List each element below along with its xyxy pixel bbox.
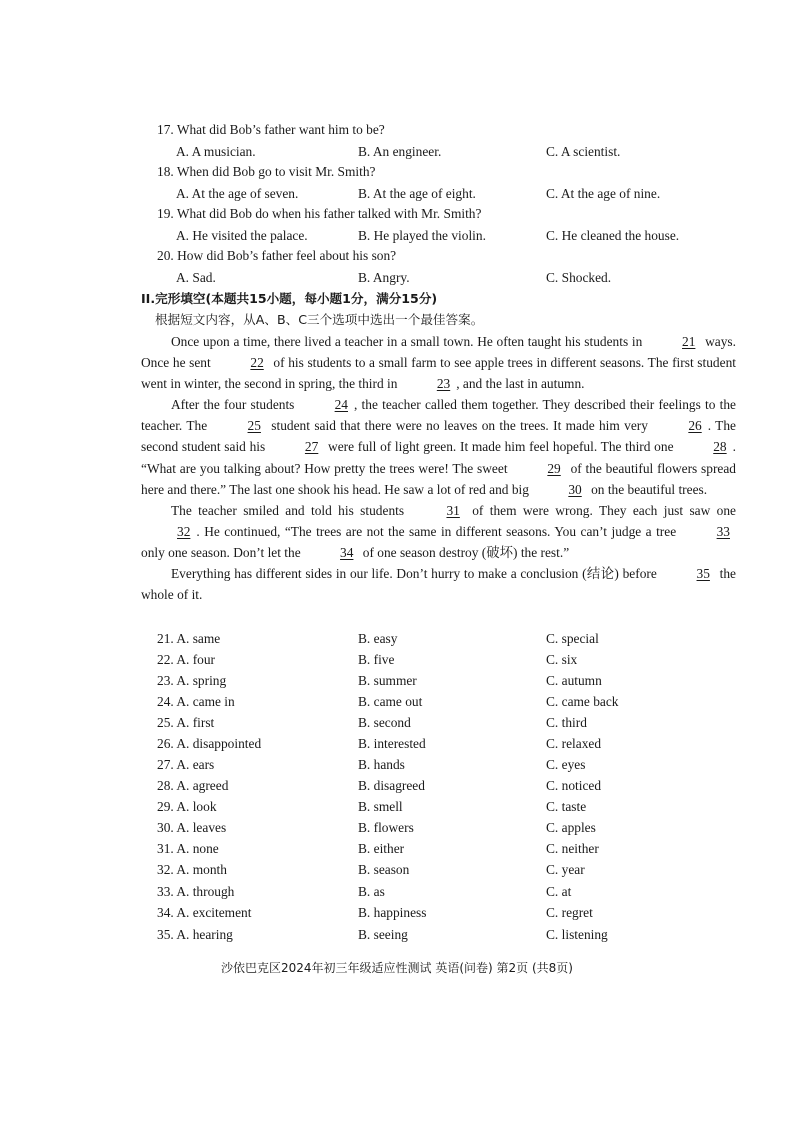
blank-21: 21 [682,334,696,349]
option-34-c: C. regret [546,905,593,920]
passage-text: were full of light green. It made him feel hopeful. The third one [328,439,674,455]
option-22-a: 22. A. four [157,652,216,667]
option-29-c: C. taste [546,799,587,814]
option-24-c: C. came back [546,694,619,709]
blank-27: 27 [304,439,319,455]
blank-22: 22 [250,355,264,371]
option-22-c: C. six [546,652,578,667]
option-28-a: 28. A. agreed [157,778,229,793]
question-19-option-b: B. He played the violin. [358,228,486,243]
section-instruction: 根据短文内容，从A、B、C三个选项中选出一个最佳答案。 [155,312,484,327]
option-26-c: C. relaxed [546,736,602,751]
passage-text: the whole of it. [141,566,736,603]
question-17-stem: 17. What did Bob’s father want him to be? [157,122,385,137]
question-19-option-c: C. He cleaned the house. [546,228,680,243]
option-26-b: B. interested [358,736,426,751]
passage-text: of his students to a small farm to see apple trees in different seasons. The first student went in winter, the second in spring, the third in [141,355,736,392]
passage-text: of the beautiful flowers spread here and there.” The last one shook his head. He saw a lot of red and big [141,460,736,497]
passage-text: After the four students [171,397,295,413]
question-19-stem: 19. What did Bob do when his father talked with Mr. Smith? [157,206,482,221]
option-35-a: 35. A. hearing [157,927,233,942]
question-20-option-a: A. Sad. [176,270,216,285]
passage-paragraph-3 [141,500,736,563]
question-18-option-a: A. At the age of seven. [176,186,299,201]
option-32-c: C. year [546,862,585,877]
option-27-a: 27. A. ears [157,757,215,772]
option-32-b: B. season [358,862,410,877]
option-21-c: C. special [546,631,599,646]
question-17-option-b: B. An engineer. [358,144,442,159]
passage-paragraph-2 [141,394,736,499]
option-29-a: 29. A. look [157,799,217,814]
blank-30: 30 [568,481,582,497]
option-23-b: B. summer [358,673,417,688]
passage-text: student said that there were no leaves on the trees. It made him very [271,418,648,434]
option-34-a: 34. A. excitement [157,905,252,920]
blank-26: 26 [688,418,702,434]
question-20-option-b: B. Angry. [358,270,410,285]
passage-text: . “What are you talking about? How pretty the trees were! The sweet [141,439,736,476]
question-18-stem: 18. When did Bob go to visit Mr. Smith? [157,164,376,179]
section-heading: II.完形填空(本题共15小题，每小题1分，满分15分) [141,291,438,306]
blank-28: 28 [713,439,727,455]
passage-text: Once upon a time, there lived a teacher in a small town. He often taught his students in [171,334,643,349]
option-25-a: 25. A. first [157,715,215,730]
passage-text: of one season destroy (破坏) the rest.” [362,544,570,560]
blank-35: 35 [696,566,710,582]
option-27-b: B. hands [358,757,405,772]
passage-paragraph-1 [141,331,736,394]
blank-32: 32 [177,523,191,539]
passage-text: , the teacher called them together. They described their feelings to the teacher. The [141,397,736,434]
option-23-a: 23. A. spring [157,673,227,688]
question-20-option-c: C. Shocked. [546,270,612,285]
option-25-b: B. second [358,715,411,730]
option-21-b: B. easy [358,631,398,646]
blank-33: 33 [716,523,730,539]
passage-text: . He continued, “The trees are not the same in different seasons. You can’t judge a tree [196,523,677,539]
question-19-option-a: A. He visited the palace. [176,228,308,243]
cloze-passage [141,331,736,605]
option-23-c: C. autumn [546,673,602,688]
question-18-option-b: B. At the age of eight. [358,186,476,201]
option-24-a: 24. A. came in [157,694,235,709]
option-30-a: 30. A. leaves [157,820,227,835]
blank-25: 25 [247,418,261,434]
passage-text: Everything has different sides in our life. Don’t hurry to make a conclusion (结论) before [171,566,657,582]
option-22-b: B. five [358,652,395,667]
option-35-c: C. listening [546,927,608,942]
option-33-b: B. as [358,884,385,899]
option-27-c: C. eyes [546,757,586,772]
passage-paragraph-4 [141,563,736,605]
question-20-stem: 20. How did Bob’s father feel about his son? [157,248,397,263]
blank-24: 24 [334,397,348,413]
option-33-c: C. at [546,884,572,899]
option-32-a: 32. A. month [157,862,227,877]
option-35-b: B. seeing [358,927,408,942]
passage-text: on the beautiful trees. [591,481,708,497]
page-footer: 沙依巴克区2024年初三年级适应性测试 英语(问卷) 第2页 (共8页) [221,961,573,975]
option-29-b: B. smell [358,799,403,814]
question-17-option-a: A. A musician. [176,144,256,159]
passage-text: only one season. Don’t let the [141,544,301,560]
option-21-a: 21. A. same [157,631,221,646]
passage-text: of them were wrong. They each just saw one [472,502,736,518]
passage-text: The teacher smiled and told his students [171,502,405,518]
blank-29: 29 [547,460,561,476]
passage-text: , and the last in autumn. [456,376,585,392]
question-17-option-c: C. A scientist. [546,144,621,159]
option-31-c: C. neither [546,841,599,856]
option-30-b: B. flowers [358,820,414,835]
passage-text: . The second student said his [141,418,736,455]
blank-34: 34 [340,544,354,560]
option-28-c: C. noticed [546,778,602,793]
blank-31: 31 [446,502,460,518]
option-28-b: B. disagreed [358,778,425,793]
option-34-b: B. happiness [358,905,427,920]
option-26-a: 26. A. disappointed [157,736,262,751]
passage-text: ways. Once he sent [141,334,736,371]
blank-23: 23 [436,376,451,392]
option-24-b: B. came out [358,694,423,709]
option-31-a: 31. A. none [157,841,219,856]
option-25-c: C. third [546,715,587,730]
question-18-option-c: C. At the age of nine. [546,186,661,201]
option-33-a: 33. A. through [157,884,235,899]
option-31-b: B. either [358,841,405,856]
option-30-c: C. apples [546,820,596,835]
